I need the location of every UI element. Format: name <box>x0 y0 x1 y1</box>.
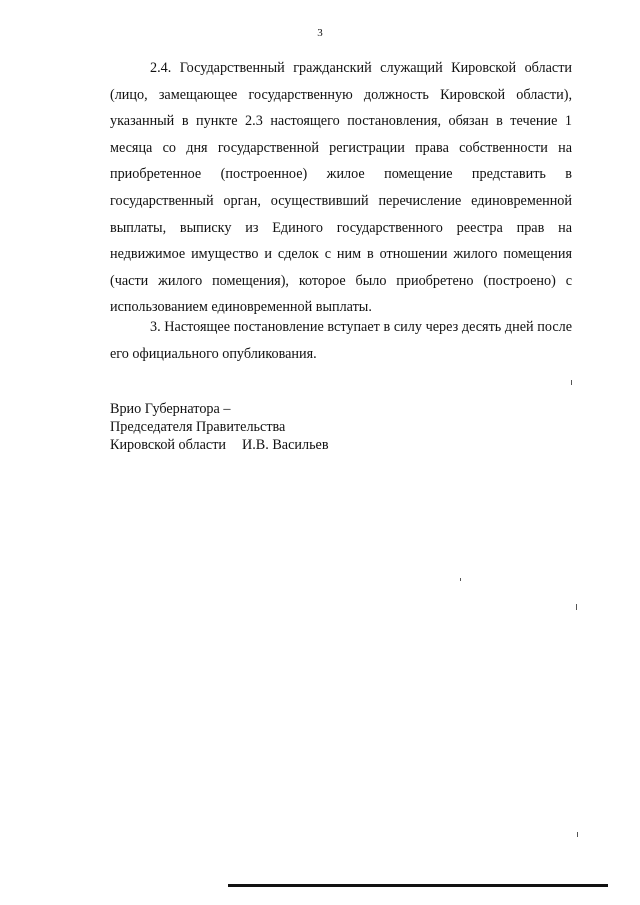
paragraph-3: 3. Настоящее постановление вступает в силу через десять дней после его официального опубликования. <box>110 319 572 362</box>
signature-position-line: Председателя Правительства <box>110 419 286 435</box>
signature-title-line: Врио Губернатора – <box>110 401 231 417</box>
paragraph-2-4: 2.4. Государственный гражданский служащий Кировской области (лицо, замещающее государственную должность Кировской области), указанный в пункте 2.3 настоящего постановления, обязан в течение 1 месяца со дня государственной регистрации права собственности на приобретенное (построенное) жилое помещение представить в государственный орган, осуществивший перечисление единовременной выплаты, выписку из Единого государственного реестра прав на недвижимое имущество и сделок с ним в отношении жилого помещения (части жилого помещения), которое было приобретено (построено) с использованием единовременной выплаты. <box>110 60 572 316</box>
scan-speck <box>577 832 578 837</box>
bottom-rule <box>228 884 608 887</box>
scan-speck <box>460 578 461 581</box>
scan-speck <box>571 380 572 385</box>
signature-name-line <box>110 436 329 454</box>
page-number: 3 <box>317 27 323 39</box>
scan-speck <box>576 604 577 610</box>
signature-name: И.В. Васильев <box>242 437 329 453</box>
signature-organization: Кировской области <box>110 437 226 453</box>
